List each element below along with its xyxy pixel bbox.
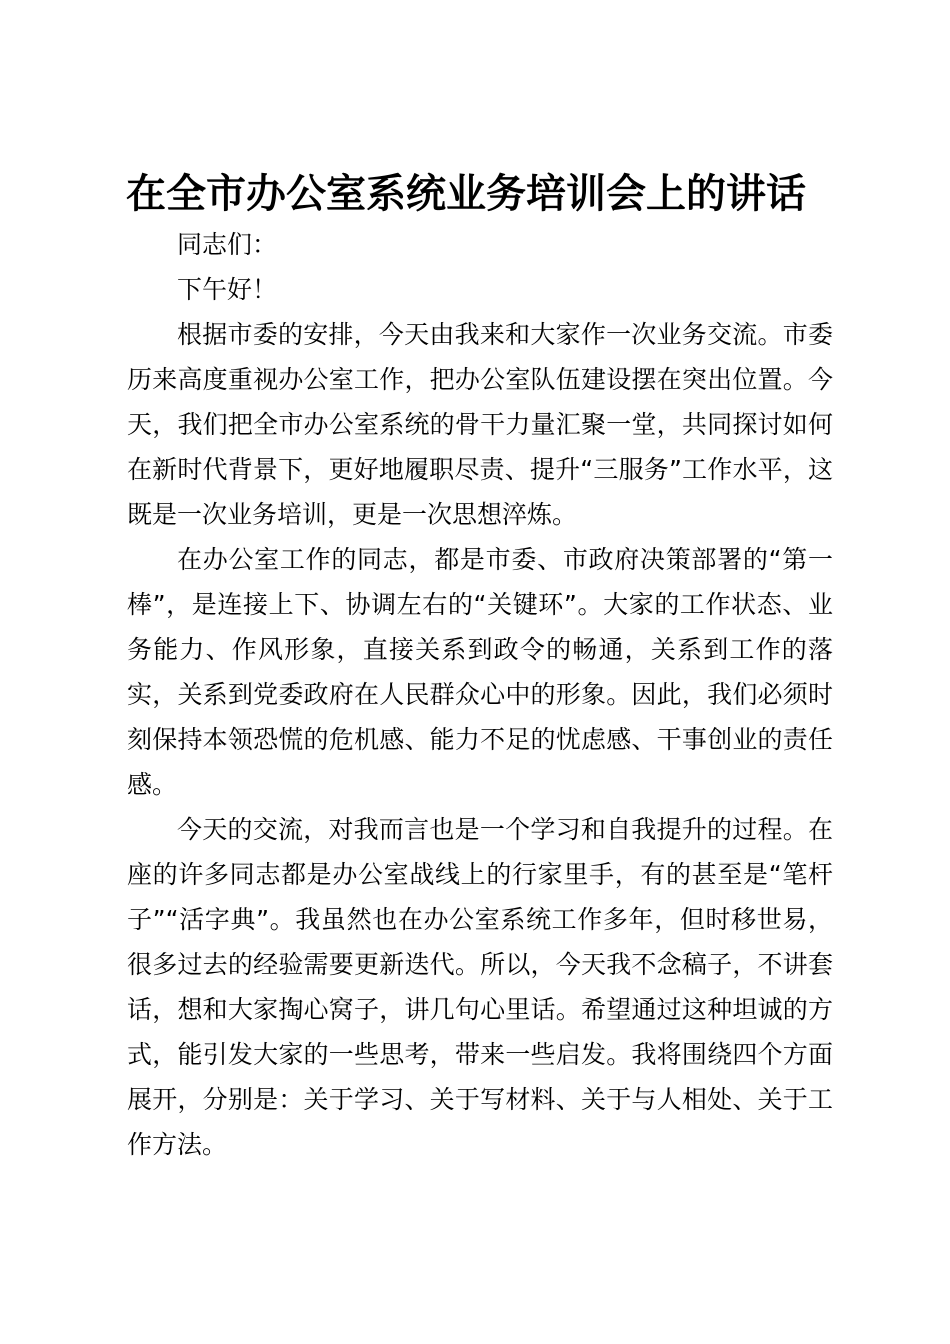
salutation: 同志们： (177, 230, 278, 259)
paragraph-3: 今天的交流，对我而言也是一个学习和自我提升的过程。在座的许多同志都是办公室战线上的行家里手，有的甚至是“笔杆子”“活字典”。我虽然也在办公室系统工作多年，但时移世易，很多过去的经验需要更新迭代。所以，今天我不念稿子，不讲套话，想和大家掏心窝子，讲几句心里话。希望通过这种坦诚的方式，能引发大家的一些思考，带来一些启发。我将围绕四个方面展开，分别是：关于学习、关于写材料、关于与人相处、关于工作方法。 (127, 815, 833, 1159)
paragraph-1: 根据市委的安排，今天由我来和大家作一次业务交流。市委历来高度重视办公室工作，把办公室队伍建设摆在突出位置。今天，我们把全市办公室系统的骨干力量汇聚一堂，共同探讨如何在新时代背景下，更好地履职尽责、提升“三服务”工作水平，这既是一次业务培训，更是一次思想淬炼。 (127, 320, 833, 529)
paragraph-2: 在办公室工作的同志，都是市委、市政府决策部署的“第一棒”，是连接上下、协调左右的“关键环”。大家的工作状态、业务能力、作风形象，直接关系到政令的畅通，关系到工作的落实，关系到党委政府在人民群众心中的形象。因此，我们必须时刻保持本领恐慌的危机感、能力不足的忧虑感、干事创业的责任感。 (127, 545, 833, 799)
document-title: 在全市办公室系统业务培训会上的讲话 (126, 171, 806, 217)
document-body (127, 222, 833, 1167)
greeting: 下午好！ (177, 275, 278, 304)
